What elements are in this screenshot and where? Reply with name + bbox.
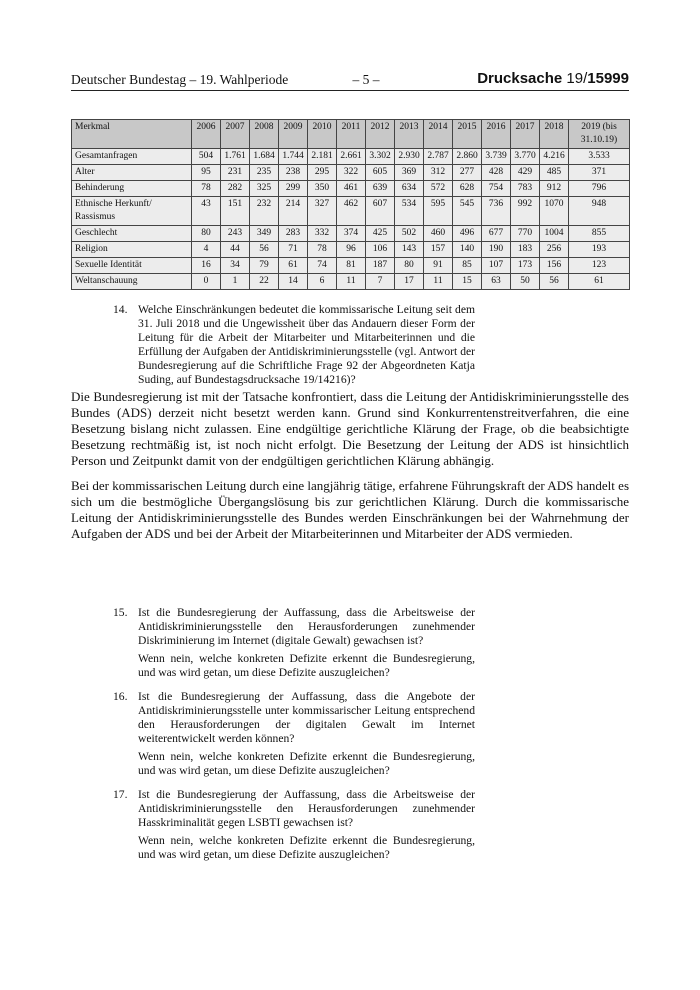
table-cell: 80 [192, 226, 221, 242]
question-number: 15. [113, 606, 128, 619]
table-cell: 140 [453, 242, 482, 258]
answer-14 [71, 389, 629, 542]
table-cell: 2.930 [395, 149, 424, 165]
table-cell: 56 [540, 274, 569, 290]
table-cell: 79 [250, 258, 279, 274]
table-cell: 595 [424, 197, 453, 226]
column-header-year: 2007 [221, 120, 250, 149]
table-cell: 607 [366, 197, 395, 226]
table-cell: 461 [337, 181, 366, 197]
page-header [71, 70, 629, 91]
row-label: Alter [72, 165, 192, 181]
table-cell: 106 [366, 242, 395, 258]
document-number-prefix: Drucksache [477, 70, 563, 87]
statistics-table [71, 119, 630, 290]
table-cell: 605 [366, 165, 395, 181]
table-cell: 183 [511, 242, 540, 258]
table-cell: 238 [279, 165, 308, 181]
table-cell: 855 [569, 226, 630, 242]
table-cell: 283 [279, 226, 308, 242]
table-cell: 91 [424, 258, 453, 274]
table-cell: 428 [482, 165, 511, 181]
table-cell: 1.684 [250, 149, 279, 165]
table-cell: 634 [395, 181, 424, 197]
table-cell: 85 [453, 258, 482, 274]
table-cell: 96 [337, 242, 366, 258]
row-label: Weltanschauung [72, 274, 192, 290]
table-cell: 3.739 [482, 149, 511, 165]
table-cell: 1.761 [221, 149, 250, 165]
table-cell: 6 [308, 274, 337, 290]
table-cell: 63 [482, 274, 511, 290]
table-cell: 43 [192, 197, 221, 226]
table-body [72, 149, 630, 290]
table-cell: 256 [540, 242, 569, 258]
column-header-year: 2011 [337, 120, 366, 149]
table-cell: 44 [221, 242, 250, 258]
table-row [72, 149, 630, 165]
table-header [72, 120, 630, 149]
table-cell: 2.860 [453, 149, 482, 165]
table-cell: 3.533 [569, 149, 630, 165]
row-label: Religion [72, 242, 192, 258]
question-number: 17. [113, 788, 128, 801]
table-cell: 545 [453, 197, 482, 226]
table-cell: 460 [424, 226, 453, 242]
table-row [72, 258, 630, 274]
table-cell: 61 [569, 274, 630, 290]
document-number-period: 19/ [562, 70, 588, 87]
table-row [72, 165, 630, 181]
table-cell: 948 [569, 197, 630, 226]
table-cell: 81 [337, 258, 366, 274]
row-label: Gesamtanfragen [72, 149, 192, 165]
answer-paragraph-1: Die Bundesregierung ist mit der Tatsache konfrontiert, dass die Leitung der Antidiskriminierungsstelle des Bundes (ADS) derzeit nicht besetzt werden kann. Grund sind Konkurrentenstreitverfahren, die eine Besetzung bislang nicht zulassen. Eine endgültige gerichtliche Klärung der Frage, ob die beabsichtigte Besetzung rechtmäßig ist, ist noch nicht erfolgt. Die Besetzung der Leitung der ADS ist hinsichtlich Person und Zeitpunkt damit von der endgültigen gerichtlichen Klärung abhängig. [71, 389, 629, 468]
table-cell: 14 [279, 274, 308, 290]
column-header-year: 2014 [424, 120, 453, 149]
table-cell: 7 [366, 274, 395, 290]
question-number: 14. [113, 303, 128, 316]
table-cell: 332 [308, 226, 337, 242]
table-cell: 4.216 [540, 149, 569, 165]
header-left: Deutscher Bundestag – 19. Wahlperiode [71, 72, 289, 87]
table-cell: 796 [569, 181, 630, 197]
column-header-year: 2019 (bis 31.10.19) [569, 120, 630, 149]
table-cell: 369 [395, 165, 424, 181]
table-cell: 2.661 [337, 149, 366, 165]
table-cell: 1.744 [279, 149, 308, 165]
column-header-year: 2012 [366, 120, 395, 149]
question-followup: Wenn nein, welche konkreten Defizite erkennt die Bundesregierung, und was wird getan, um diese Defizite auszugleichen? [138, 834, 475, 861]
table-header-row [72, 120, 630, 149]
table-cell: 770 [511, 226, 540, 242]
table-cell: 504 [192, 149, 221, 165]
question-16 [113, 690, 475, 778]
table-cell: 143 [395, 242, 424, 258]
table-cell: 173 [511, 258, 540, 274]
table-cell: 4 [192, 242, 221, 258]
table-cell: 214 [279, 197, 308, 226]
table-cell: 312 [424, 165, 453, 181]
column-header-merkmal: Merkmal [72, 120, 192, 149]
table-cell: 282 [221, 181, 250, 197]
table-cell: 327 [308, 197, 337, 226]
table-cell: 187 [366, 258, 395, 274]
column-header-year: 2015 [453, 120, 482, 149]
table-cell: 193 [569, 242, 630, 258]
table-cell: 190 [482, 242, 511, 258]
row-label: Sexuelle Identität [72, 258, 192, 274]
table-cell: 95 [192, 165, 221, 181]
answer-paragraph-2: Bei der kommissarischen Leitung durch eine langjährig tätige, erfahrene Führungskraft der ADS handelt es sich um die bestmögliche Übergangslösung bis zur gerichtlichen Klärung. Durch die kommissarische Leitung der Antidiskriminierungsstelle des Bundes werden Einschränkungen bei der Wahrnehmung der Aufgaben der ADS und bei der Arbeit der Mitarbeiterinnen und Mitarbeiter der ADS vermieden. [71, 478, 629, 541]
table-cell: 2.181 [308, 149, 337, 165]
row-label: Geschlecht [72, 226, 192, 242]
table-row [72, 226, 630, 242]
table-cell: 3.770 [511, 149, 540, 165]
table-cell: 1 [221, 274, 250, 290]
table-cell: 11 [337, 274, 366, 290]
table-cell: 374 [337, 226, 366, 242]
column-header-year: 2017 [511, 120, 540, 149]
column-header-year: 2008 [250, 120, 279, 149]
table-cell: 783 [511, 181, 540, 197]
question-followup: Wenn nein, welche konkreten Defizite erkennt die Bundesregierung, und was wird getan, um diese Defizite auszugleichen? [138, 652, 475, 679]
table-cell: 34 [221, 258, 250, 274]
question-text: Ist die Bundesregierung der Auffassung, dass die Arbeitsweise der Antidiskriminierungsstelle den Herausforderungen zunehmender Diskriminierung im Internet (digitale Gewalt) gewachsen ist? [138, 606, 475, 647]
table-cell: 429 [511, 165, 540, 181]
table-cell: 639 [366, 181, 395, 197]
table-cell: 78 [192, 181, 221, 197]
table-cell: 123 [569, 258, 630, 274]
row-label: Ethnische Herkunft/ Rassismus [72, 197, 192, 226]
row-label: Behinderung [72, 181, 192, 197]
table-cell: 3.302 [366, 149, 395, 165]
column-header-year: 2013 [395, 120, 424, 149]
table-cell: 628 [453, 181, 482, 197]
table-cell: 61 [279, 258, 308, 274]
table-cell: 11 [424, 274, 453, 290]
table-cell: 107 [482, 258, 511, 274]
table-cell: 71 [279, 242, 308, 258]
table-cell: 299 [279, 181, 308, 197]
question-number: 16. [113, 690, 128, 703]
table-cell: 0 [192, 274, 221, 290]
table-cell: 78 [308, 242, 337, 258]
table-cell: 325 [250, 181, 279, 197]
table-cell: 1070 [540, 197, 569, 226]
table-cell: 277 [453, 165, 482, 181]
table-row [72, 242, 630, 258]
table-cell: 371 [569, 165, 630, 181]
column-header-year: 2016 [482, 120, 511, 149]
table-cell: 151 [221, 197, 250, 226]
table-cell: 156 [540, 258, 569, 274]
table-cell: 22 [250, 274, 279, 290]
table-cell: 232 [250, 197, 279, 226]
table-cell: 534 [395, 197, 424, 226]
page-number: – 5 – [352, 72, 380, 87]
table-cell: 16 [192, 258, 221, 274]
question-15 [113, 606, 475, 680]
document-number-value: 15999 [587, 70, 629, 87]
table-cell: 485 [540, 165, 569, 181]
table-cell: 677 [482, 226, 511, 242]
table-cell: 425 [366, 226, 395, 242]
table-cell: 157 [424, 242, 453, 258]
question-text: Welche Einschränkungen bedeutet die kommissarische Leitung seit dem 31. Juli 2018 und die Ungewissheit über das Andauern dieser Form der Leitung für die Arbeit der Mitarbeiter und Mitarbeiterinnen und die Erfüllung der Aufgaben der Antidiskriminierungsstelle (vgl. Antwort der Bundesregierung auf die Schriftliche Frage 92 der Abgeordneten Katja Suding, auf Bundestagsdrucksache 19/14216)? [138, 303, 475, 386]
table-cell: 15 [453, 274, 482, 290]
question-text: Ist die Bundesregierung der Auffassung, dass die Angebote der Antidiskriminierungsstelle unter kommissarischer Leitung entsprechend den Herausforderungen der digitalen Gewalt im Internet weiterentwickelt werden können? [138, 690, 475, 745]
table-cell: 50 [511, 274, 540, 290]
table-cell: 912 [540, 181, 569, 197]
table-row [72, 274, 630, 290]
question-14 [113, 303, 475, 387]
table-cell: 572 [424, 181, 453, 197]
table-cell: 322 [337, 165, 366, 181]
column-header-year: 2010 [308, 120, 337, 149]
table-cell: 992 [511, 197, 540, 226]
question-17 [113, 788, 475, 862]
table-cell: 496 [453, 226, 482, 242]
question-text: Ist die Bundesregierung der Auffassung, dass die Arbeitsweise der Antidiskriminierungsstelle den Herausforderungen zunehmender Hasskriminalität gegen LSBTI gewachsen ist? [138, 788, 475, 829]
table-cell: 295 [308, 165, 337, 181]
table-cell: 17 [395, 274, 424, 290]
table-cell: 349 [250, 226, 279, 242]
table-cell: 462 [337, 197, 366, 226]
table-cell: 235 [250, 165, 279, 181]
column-header-year: 2018 [540, 120, 569, 149]
document-number [477, 70, 629, 87]
table-row [72, 181, 630, 197]
table-cell: 231 [221, 165, 250, 181]
table-cell: 736 [482, 197, 511, 226]
question-followup: Wenn nein, welche konkreten Defizite erkennt die Bundesregierung, und was wird getan, um diese Defizite auszugleichen? [138, 750, 475, 777]
column-header-year: 2009 [279, 120, 308, 149]
table-cell: 502 [395, 226, 424, 242]
table-cell: 2.787 [424, 149, 453, 165]
table-cell: 350 [308, 181, 337, 197]
table-cell: 1004 [540, 226, 569, 242]
table-cell: 243 [221, 226, 250, 242]
table-cell: 80 [395, 258, 424, 274]
table-cell: 74 [308, 258, 337, 274]
table-row [72, 197, 630, 226]
table-cell: 754 [482, 181, 511, 197]
table-cell: 56 [250, 242, 279, 258]
column-header-year: 2006 [192, 120, 221, 149]
